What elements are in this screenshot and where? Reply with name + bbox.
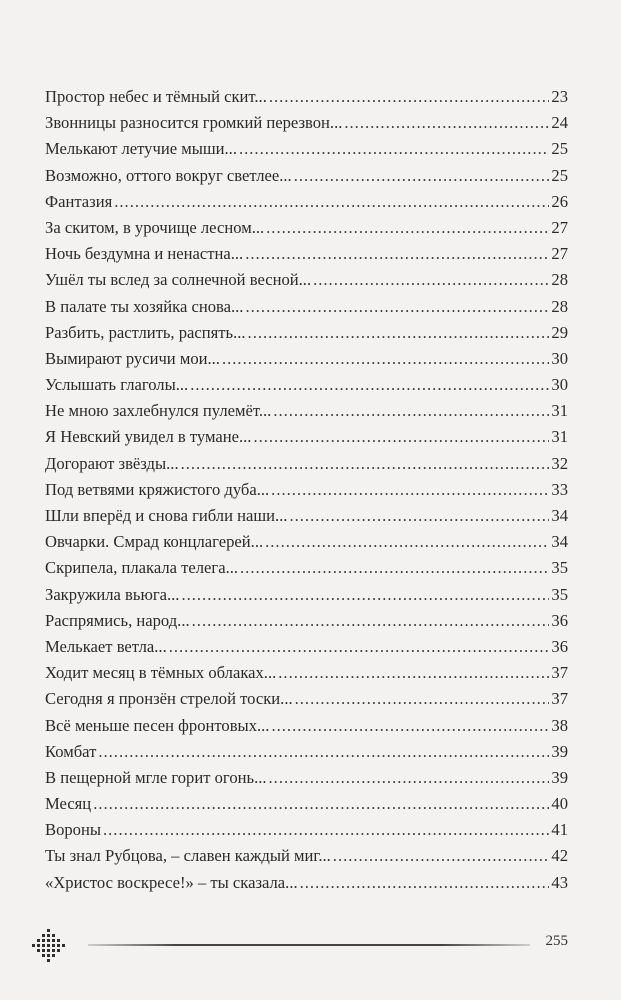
- toc-entry-title: Ты знал Рубцова, – славен каждый миг...: [45, 846, 331, 866]
- toc-leader-dots: [239, 136, 549, 162]
- page-number: 255: [545, 933, 568, 949]
- toc-entry-title: «Христос воскресе!» – ты сказала...: [45, 872, 298, 892]
- toc-entry: [45, 451, 568, 477]
- toc-leader-dots: [271, 477, 549, 503]
- toc-entry: [45, 398, 568, 424]
- toc-entry-title: Сегодня я пронзён стрелой тоски...: [45, 689, 293, 709]
- toc-entry-page: 39: [551, 767, 568, 787]
- toc-entry-page: 28: [551, 296, 568, 316]
- toc-leader-dots: [253, 424, 549, 450]
- toc-entry-page: 25: [551, 165, 568, 185]
- toc-entry: [45, 294, 568, 320]
- toc-leader-dots: [245, 241, 549, 267]
- toc-entry-page: 38: [551, 715, 568, 735]
- toc-entry-page: 25: [551, 139, 568, 159]
- toc-entry-title: Месяц: [45, 794, 92, 814]
- toc-leader-dots: [192, 608, 550, 634]
- toc-entry-page: 30: [551, 348, 568, 368]
- toc-entry-title: Мелькают летучие мыши...: [45, 139, 237, 159]
- toc-leader-dots: [271, 713, 549, 739]
- toc-leader-dots: [248, 320, 550, 346]
- footer-rule: [88, 944, 530, 946]
- toc-entry-title: Догорают звёзды...: [45, 453, 179, 473]
- toc-leader-dots: [114, 189, 549, 215]
- toc-entry-title: Шли вперёд и снова гибли наши...: [45, 506, 288, 525]
- toc-entry: [45, 346, 568, 372]
- toc-entry-page: 30: [551, 375, 568, 395]
- toc-entry: [45, 215, 568, 241]
- toc-entry: [45, 477, 568, 503]
- toc-entry: [45, 424, 568, 450]
- toc-entry: [45, 791, 568, 817]
- toc-entry-title: Закружила вьюга...: [45, 584, 180, 604]
- page-footer: [28, 928, 568, 962]
- toc-entry-page: 40: [551, 794, 568, 814]
- toc-entry-title: В пещерной мгле горит огонь...: [45, 767, 267, 787]
- toc-leader-dots: [265, 529, 549, 555]
- toc-leader-dots: [169, 634, 550, 660]
- toc-entry: [45, 320, 568, 346]
- toc-entry-title: Всё меньше песен фронтовых...: [45, 715, 270, 735]
- toc-entry-title: Я Невский увидел в тумане...: [45, 427, 252, 447]
- toc-entry-page: 35: [551, 558, 568, 578]
- toc-entry-page: 37: [551, 663, 568, 683]
- toc-entry: [45, 163, 568, 189]
- toc-entry: [45, 739, 568, 765]
- toc-entry: [45, 84, 568, 110]
- toc-entry: [45, 136, 568, 162]
- toc-entry-page: 34: [551, 506, 568, 525]
- toc-entry: [45, 582, 568, 608]
- toc-leader-dots: [344, 110, 549, 136]
- toc-entry-title: В палате ты хозяйка снова...: [45, 296, 244, 316]
- toc-leader-dots: [333, 843, 550, 869]
- toc-leader-dots: [190, 372, 549, 398]
- toc-entry-page: 27: [551, 244, 568, 264]
- toc-leader-dots: [300, 870, 550, 896]
- toc-entry-page: 29: [551, 322, 568, 342]
- toc-entry-title: Скрипела, плакала телега...: [45, 558, 239, 578]
- toc-entry: [45, 555, 568, 581]
- toc-entry-page: 41: [551, 820, 568, 840]
- toc-entry: [45, 817, 568, 843]
- toc-entry: [45, 634, 568, 660]
- toc-leader-dots: [294, 163, 550, 189]
- toc-entry-title: Вороны: [45, 820, 101, 840]
- toc-entry-page: 35: [551, 584, 568, 604]
- toc-leader-dots: [278, 660, 549, 686]
- toc-entry: [45, 503, 568, 529]
- toc-entry-title: Ночь бездумна и ненастна...: [45, 244, 244, 264]
- toc-entry-page: 31: [551, 401, 568, 421]
- toc-entry: [45, 241, 568, 267]
- toc-entry-page: 24: [551, 113, 568, 133]
- toc-leader-dots: [269, 765, 550, 791]
- toc-entry-title: Не мною захлебнулся пулемёт...: [45, 401, 272, 421]
- toc-entry-page: 36: [551, 610, 568, 630]
- toc-entry-page: 34: [551, 532, 568, 552]
- toc-entry: [45, 660, 568, 686]
- toc-leader-dots: [181, 451, 550, 477]
- dot-grid-ornament-icon: [28, 928, 72, 962]
- toc-leader-dots: [240, 555, 549, 581]
- toc-entry-page: 32: [551, 453, 568, 473]
- toc-entry-title: Распрямись, народ...: [45, 610, 190, 630]
- toc-entry: [45, 267, 568, 293]
- toc-entry-title: Возможно, оттого вокруг светлее...: [45, 165, 292, 185]
- toc-entry: [45, 110, 568, 136]
- toc-leader-dots: [93, 791, 549, 817]
- toc-entry-page: 43: [551, 872, 568, 892]
- toc-entry-page: 36: [551, 636, 568, 656]
- toc-entry-title: Комбат: [45, 741, 97, 761]
- toc-entry-title: За скитом, в урочище лесном...: [45, 217, 265, 237]
- toc-leader-dots: [273, 398, 549, 424]
- toc-entry: [45, 870, 568, 896]
- toc-leader-dots: [289, 503, 549, 529]
- toc-leader-dots: [103, 817, 549, 843]
- toc-entry-title: Ходит месяц в тёмных облаках...: [45, 663, 277, 683]
- toc-entry-page: 39: [551, 741, 568, 761]
- toc-entry: [45, 372, 568, 398]
- toc-leader-dots: [245, 294, 549, 320]
- toc-entry-page: 42: [551, 846, 568, 866]
- toc-leader-dots: [222, 346, 549, 372]
- toc-entry-title: Ушёл ты вслед за солнечной весной...: [45, 270, 312, 290]
- table-of-contents: [45, 84, 568, 896]
- toc-entry-page: 28: [551, 270, 568, 290]
- toc-entry-title: Овчарки. Смрад концлагерей...: [45, 532, 264, 552]
- toc-leader-dots: [266, 215, 549, 241]
- toc-entry-page: 26: [551, 191, 568, 211]
- toc-entry-page: 31: [551, 427, 568, 447]
- toc-entry-title: Мелькает ветла...: [45, 636, 167, 656]
- toc-entry-page: 37: [551, 689, 568, 709]
- toc-entry: [45, 686, 568, 712]
- toc-entry: [45, 713, 568, 739]
- toc-entry: [45, 189, 568, 215]
- toc-leader-dots: [98, 739, 549, 765]
- toc-leader-dots: [313, 267, 549, 293]
- toc-entry-title: Разбить, растлить, распять...: [45, 322, 246, 342]
- toc-leader-dots: [181, 582, 549, 608]
- toc-entry-title: Фантазия: [45, 191, 113, 211]
- toc-entry-page: 33: [551, 479, 568, 499]
- toc-entry-title: Услышать глаголы...: [45, 375, 189, 395]
- toc-entry-title: Звонницы разносится громкий перезвон...: [45, 113, 343, 133]
- toc-leader-dots: [295, 686, 550, 712]
- toc-entry-title: Под ветвями кряжистого дуба...: [45, 479, 270, 499]
- toc-entry-title: Простор небес и тёмный скит...: [45, 87, 267, 106]
- toc-entry: [45, 608, 568, 634]
- toc-entry-page: 23: [551, 87, 568, 106]
- toc-entry-title: Вымирают русичи мои...: [45, 348, 220, 368]
- toc-entry: [45, 529, 568, 555]
- toc-leader-dots: [269, 84, 550, 110]
- toc-entry: [45, 765, 568, 791]
- toc-entry-page: 27: [551, 217, 568, 237]
- toc-entry: [45, 843, 568, 869]
